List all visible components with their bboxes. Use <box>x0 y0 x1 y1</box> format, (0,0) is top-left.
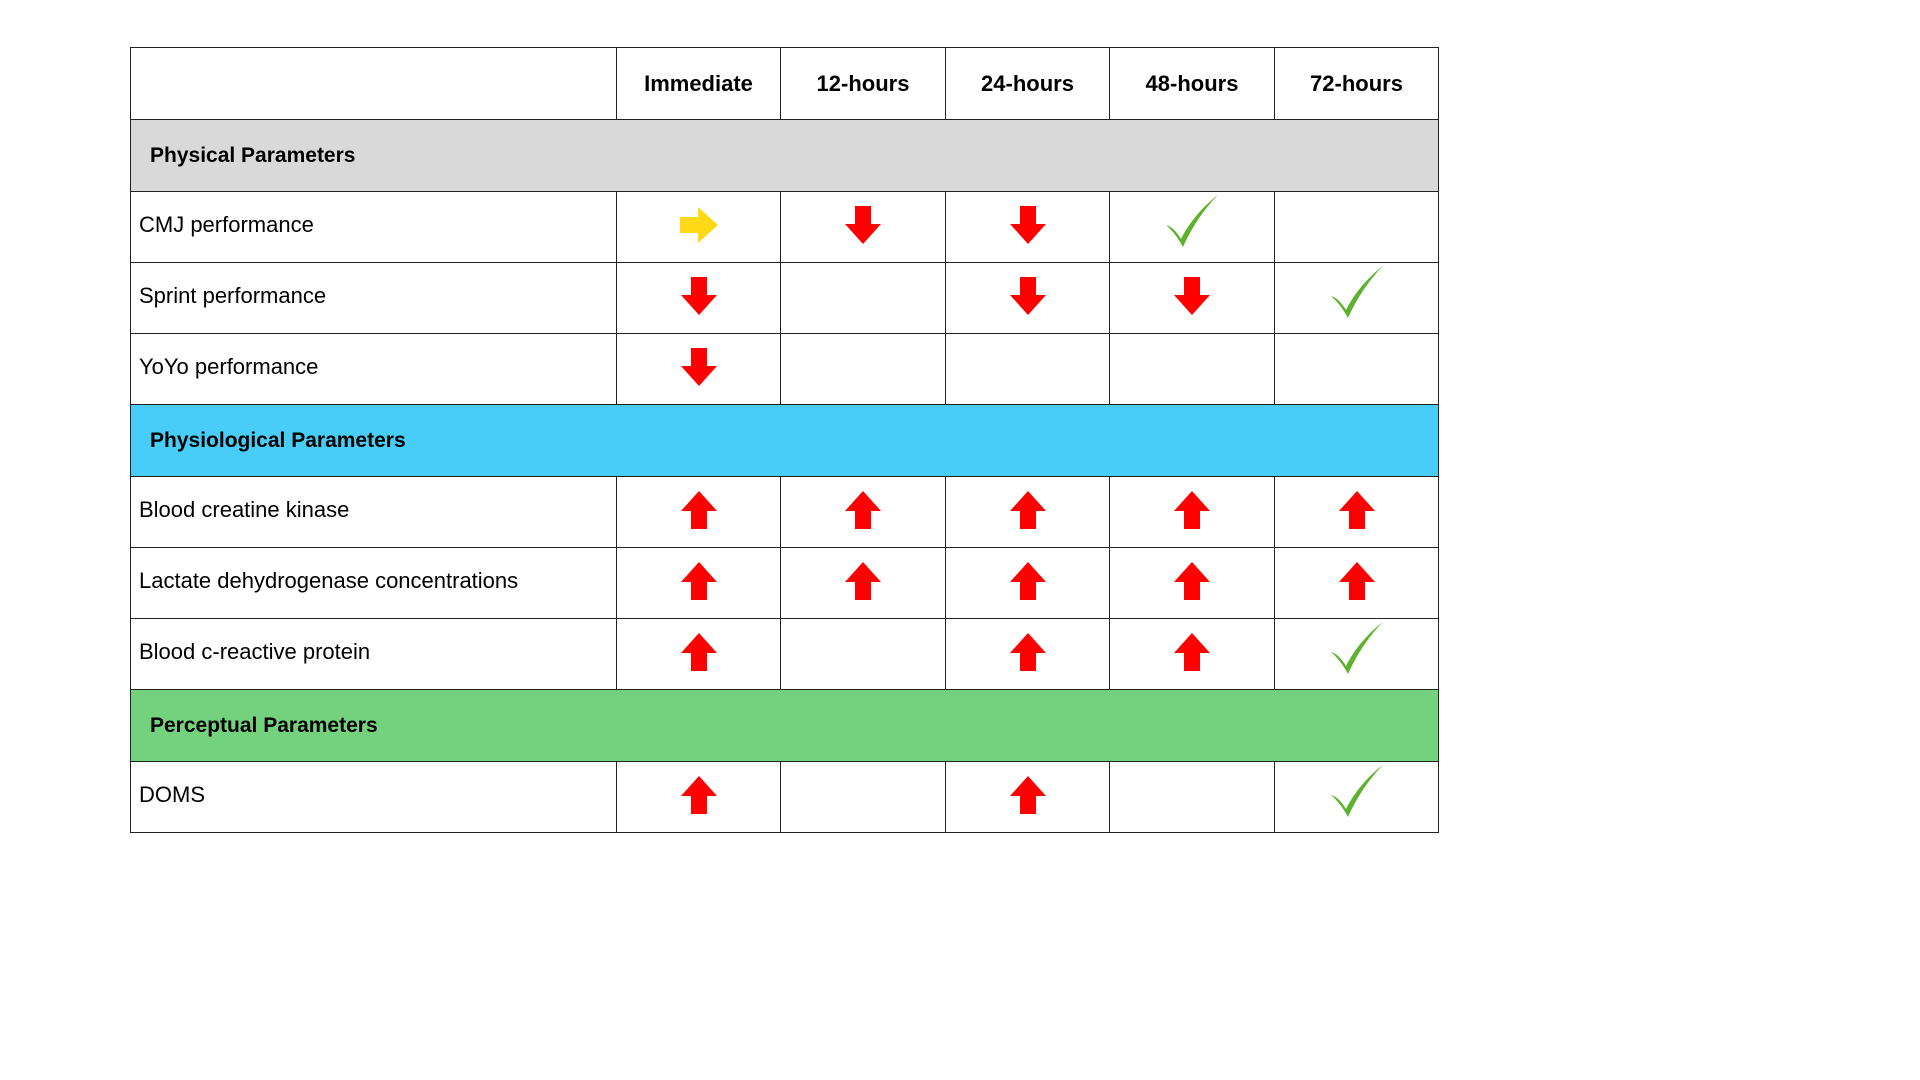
section-row-physical <box>131 120 1439 192</box>
green-check-icon <box>1337 628 1377 668</box>
status-cell-24-hours <box>946 762 1110 833</box>
status-cell-immediate <box>617 619 781 690</box>
green-check-icon <box>1172 201 1212 241</box>
status-cell-72-hours <box>1275 477 1439 548</box>
status-cell-72-hours <box>1275 334 1439 405</box>
status-cell-12-hours <box>781 334 946 405</box>
row-label-text: YoYo performance <box>139 354 319 379</box>
status-cell-12-hours <box>781 619 946 690</box>
header-immediate: Immediate <box>617 48 781 120</box>
status-cell-48-hours <box>1110 477 1275 548</box>
header-48-hours: 48-hours <box>1110 48 1275 120</box>
status-cell-24-hours <box>946 192 1110 263</box>
row-label <box>131 263 617 334</box>
status-cell-48-hours <box>1110 619 1275 690</box>
row-label <box>131 619 617 690</box>
status-cell-72-hours <box>1275 263 1439 334</box>
status-cell-immediate <box>617 548 781 619</box>
status-cell-24-hours <box>946 477 1110 548</box>
row-label-text: DOMS <box>139 782 205 807</box>
status-cell-48-hours <box>1110 548 1275 619</box>
red-down-arrow-icon <box>1008 276 1048 316</box>
status-cell-48-hours <box>1110 192 1275 263</box>
row-label-text: Blood c-reactive protein <box>139 639 371 664</box>
row-label <box>131 548 617 619</box>
header-row <box>131 48 1439 120</box>
status-cell-12-hours <box>781 762 946 833</box>
red-down-arrow-icon <box>679 276 719 316</box>
section-title: Physiological Parameters <box>131 405 1439 477</box>
row-label-text: Sprint performance <box>139 283 327 308</box>
red-up-arrow-icon <box>679 490 719 530</box>
status-cell-72-hours <box>1275 762 1439 833</box>
table-row <box>131 762 1439 833</box>
red-down-arrow-icon <box>679 347 719 387</box>
yellow-right-arrow-icon <box>679 205 719 245</box>
header-12-hours: 12-hours <box>781 48 946 120</box>
red-up-arrow-icon <box>679 561 719 601</box>
status-cell-12-hours <box>781 192 946 263</box>
red-down-arrow-icon <box>843 205 883 245</box>
table-row <box>131 263 1439 334</box>
table-row <box>131 619 1439 690</box>
red-up-arrow-icon <box>1008 632 1048 672</box>
red-up-arrow-icon <box>1008 490 1048 530</box>
status-cell-48-hours <box>1110 762 1275 833</box>
table-row <box>131 192 1439 263</box>
status-cell-immediate <box>617 334 781 405</box>
status-cell-24-hours <box>946 334 1110 405</box>
row-label-text: Blood creatine kinase <box>139 497 350 522</box>
red-up-arrow-icon <box>843 561 883 601</box>
status-cell-12-hours <box>781 263 946 334</box>
status-cell-72-hours <box>1275 619 1439 690</box>
row-label <box>131 334 617 405</box>
status-cell-immediate <box>617 762 781 833</box>
row-label <box>131 192 617 263</box>
status-cell-immediate <box>617 477 781 548</box>
status-cell-24-hours <box>946 619 1110 690</box>
red-up-arrow-icon <box>679 775 719 815</box>
table-row <box>131 548 1439 619</box>
status-cell-48-hours <box>1110 263 1275 334</box>
status-cell-24-hours <box>946 548 1110 619</box>
red-up-arrow-icon <box>1172 632 1212 672</box>
header-24-hours: 24-hours <box>946 48 1110 120</box>
row-label <box>131 762 617 833</box>
red-down-arrow-icon <box>1008 205 1048 245</box>
green-check-icon <box>1337 272 1377 312</box>
status-cell-72-hours <box>1275 548 1439 619</box>
status-cell-48-hours <box>1110 334 1275 405</box>
section-title: Physical Parameters <box>131 120 1439 192</box>
row-label-text: CMJ performance <box>139 212 314 237</box>
row-label <box>131 477 617 548</box>
table-row <box>131 334 1439 405</box>
red-up-arrow-icon <box>1172 490 1212 530</box>
red-down-arrow-icon <box>1172 276 1212 316</box>
header-corner <box>131 48 617 120</box>
red-up-arrow-icon <box>1337 490 1377 530</box>
red-up-arrow-icon <box>843 490 883 530</box>
status-cell-12-hours <box>781 477 946 548</box>
green-check-icon <box>1337 771 1377 811</box>
status-cell-72-hours <box>1275 192 1439 263</box>
red-up-arrow-icon <box>1172 561 1212 601</box>
status-cell-immediate <box>617 263 781 334</box>
status-cell-immediate <box>617 192 781 263</box>
red-up-arrow-icon <box>1008 561 1048 601</box>
header-72-hours: 72-hours <box>1275 48 1439 120</box>
section-row-perceptual <box>131 690 1439 762</box>
row-label-text: Lactate dehydrogenase concentrations <box>139 568 519 593</box>
status-cell-12-hours <box>781 548 946 619</box>
section-title: Perceptual Parameters <box>131 690 1439 762</box>
red-up-arrow-icon <box>1337 561 1377 601</box>
red-up-arrow-icon <box>679 632 719 672</box>
red-up-arrow-icon <box>1008 775 1048 815</box>
section-row-physiological <box>131 405 1439 477</box>
table-row <box>131 477 1439 548</box>
status-cell-24-hours <box>946 263 1110 334</box>
recovery-timeline-table <box>130 47 1439 833</box>
